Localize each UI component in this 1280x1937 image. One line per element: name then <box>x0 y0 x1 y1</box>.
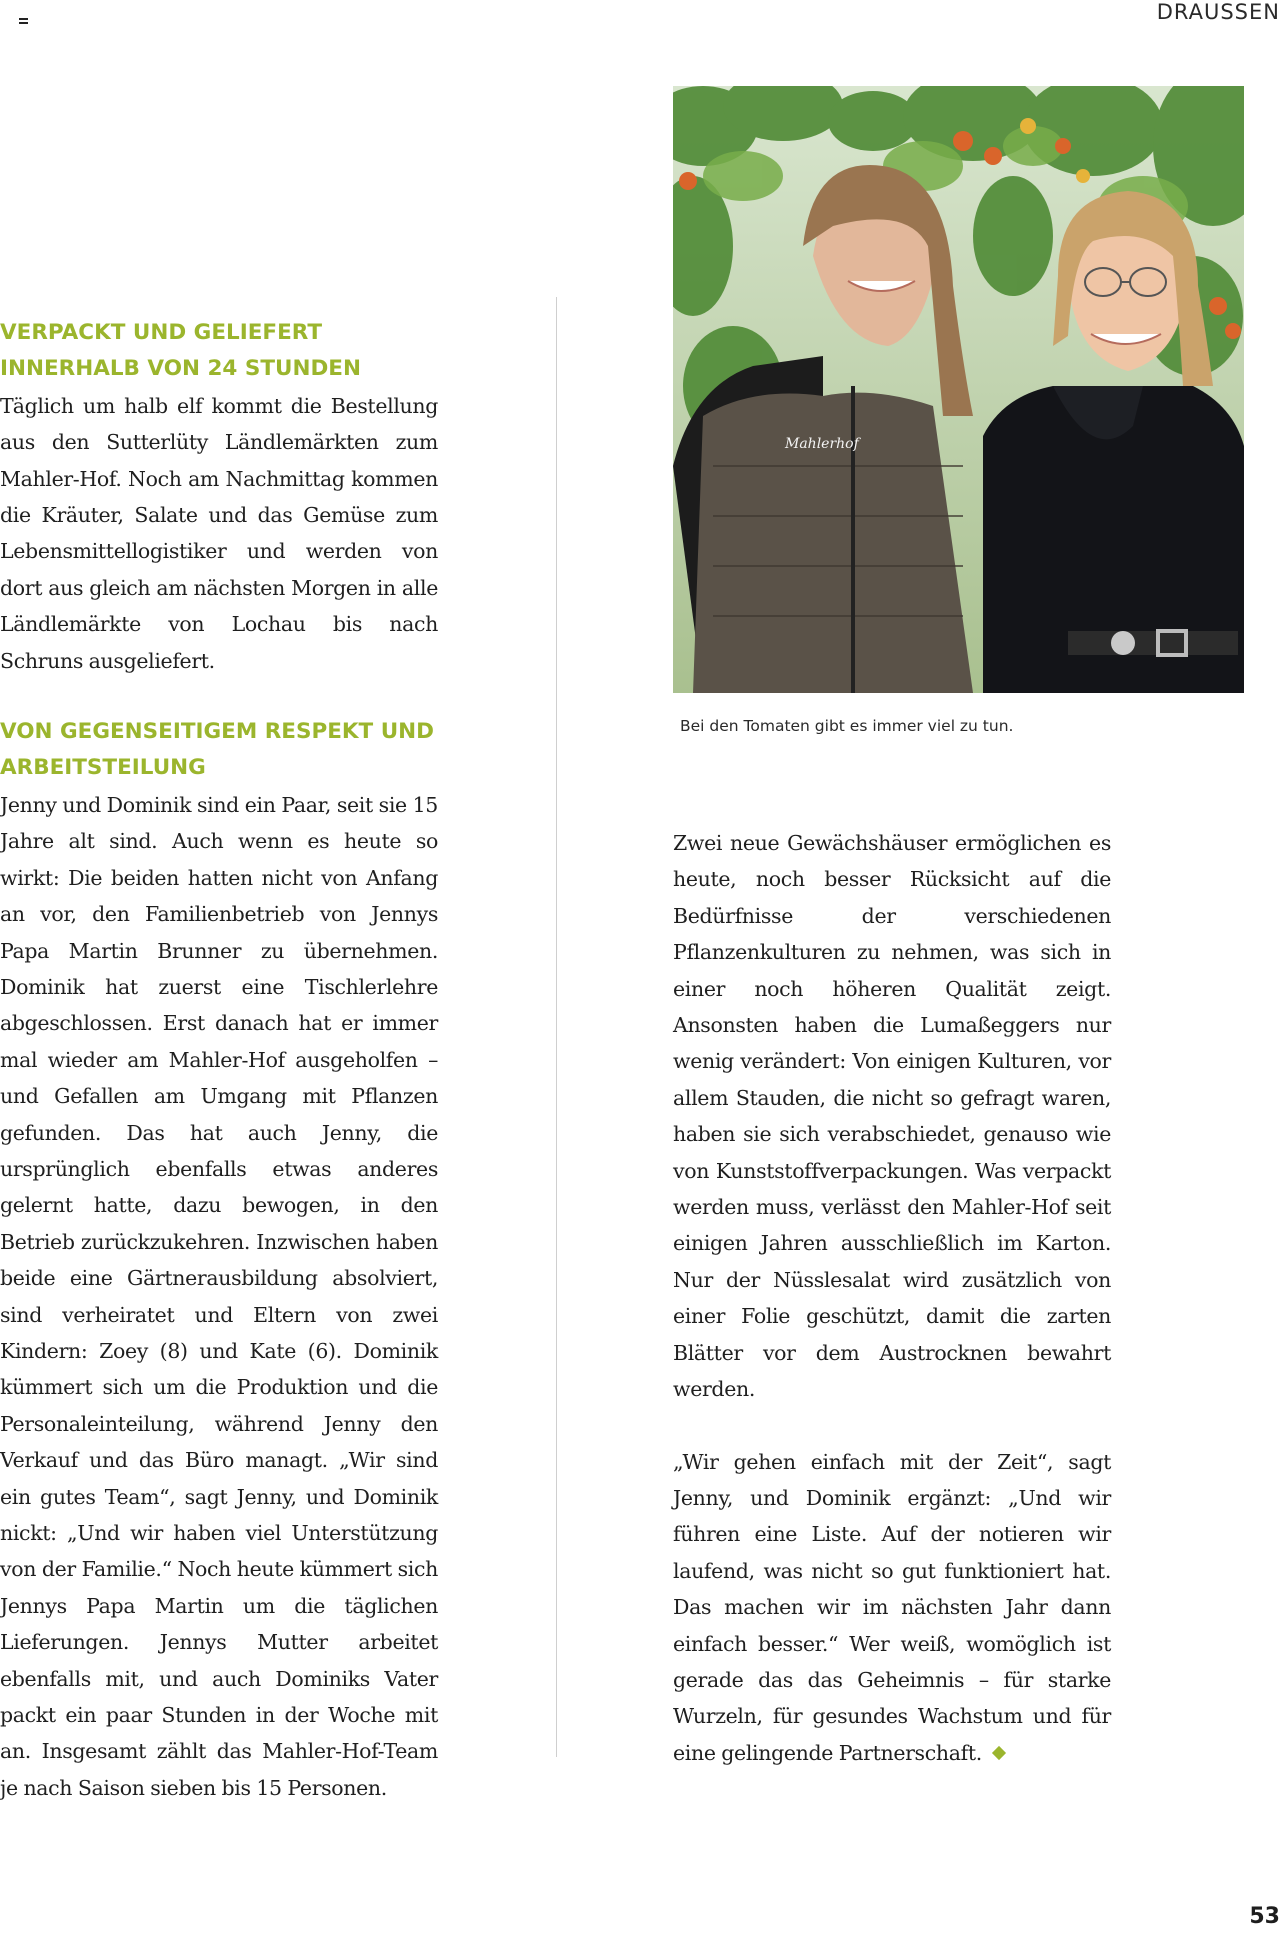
left-column <box>0 315 438 1806</box>
photo-greenhouse <box>673 86 1244 693</box>
paragraph-couple: Jenny und Dominik sind ein Paar, seit sie 15 Jahre alt sind. Auch wenn es heute so wirkt: Die beiden hatten nicht von Anfang an vor, den Familienbetrieb von Jennys Papa Martin Brunner zu übernehmen. Dominik hat zuerst eine Tischlerlehre abgeschlossen. Erst danach hat er immer mal wieder am Mahler-Hof ausgeholfen – und Gefallen am Umgang mit Pflanzen gefunden. Das hat auch Jenny, die ursprünglich ebenfalls etwas anderes gelernt hatte, dazu bewogen, in den Betrieb zurückzukehren. Inzwischen haben beide eine Gärtnerausbildung absolviert, sind verheiratet und Eltern von zwei Kindern: Zoey (8) und Kate (6). Dominik kümmert sich um die Produktion und die Personaleinteilung, während Jenny den Verkauf und das Büro managt. „Wir sind ein gutes Team“, sagt Jenny, und Dominik nickt: „Und wir haben viel Unterstützung von der Familie.“ Noch heute kümmert sich Jennys Papa Martin um die täglichen Lieferungen. Jennys Mutter arbeitet ebenfalls mit, und auch Dominiks Vater packt ein paar Stunden in der Woche mit an. Insgesamt zählt das Mahler-Hof-Team je nach Saison sieben bis 15 Personen. <box>0 792 438 1800</box>
heading-delivery: VERPACKT UND GELIEFERT INNERHALB VON 24 STUNDEN <box>0 320 361 382</box>
right-column <box>673 825 1111 1771</box>
photo-caption: Bei den Tomaten gibt es immer viel zu tun. <box>680 717 1014 735</box>
end-mark-diamond-icon <box>992 1746 1006 1760</box>
paragraph-delivery: Täglich um halb elf kommt die Bestellung aus den Sutterlüty Ländlemärkten zum Mahler-Hof. Noch am Nachmittag kommen die Kräuter, Salate und das Gemüse zum Lebensmittellogistiker und werden von dort aus gleich am nächsten Morgen in alle Ländlemärkte von Lochau bis nach Schruns ausgeliefert. <box>0 393 438 673</box>
column-divider <box>556 297 557 1757</box>
paragraph-closing <box>673 1444 1111 1772</box>
closing-text: „Wir gehen einfach mit der Zeit“, sagt Jenny, und Dominik ergänzt: „Und wir führen eine Liste. Auf der notieren wir laufend, was nicht so gut funktioniert hat. Das machen wir im nächsten Jahr dann einfach besser.“ Wer weiß, womöglich ist gerade das das Geheimnis – für starke Wurzeln, für gesundes Wachstum und für eine gelingende Partnerschaft. <box>673 1449 1111 1765</box>
paragraph-greenhouses: Zwei neue Gewächshäuser ermöglichen es heute, noch besser Rücksicht auf die Bedürfnisse der verschiedenen Pflanzenkulturen zu nehmen, was sich in einer noch höheren Qualität zeigt. Ansonsten haben die Lumaßeggers nur wenig verändert: Von einigen Kulturen, vor allem Stauden, die nicht so gefragt waren, haben sie sich verabschiedet, genauso wie von Kunststoffverpackungen. Was verpackt werden muss, verlässt den Mahler-Hof seit einigen Jahren ausschließlich im Karton. Nur der Nüsslesalat wird zusätzlich von einer Folie geschützt, damit die zarten Blätter vor dem Austrocknen bewahrt werden. <box>673 831 1111 1402</box>
vest-logo-text: Mahlerhof <box>785 436 859 452</box>
menu-icon[interactable] <box>19 18 28 24</box>
section-label: DRAUSSEN <box>1156 0 1280 24</box>
page-number: 53 <box>1249 1904 1280 1929</box>
heading-respect: VON GEGENSEITIGEM RESPEKT UND ARBEITSTEILUNG <box>0 719 435 781</box>
